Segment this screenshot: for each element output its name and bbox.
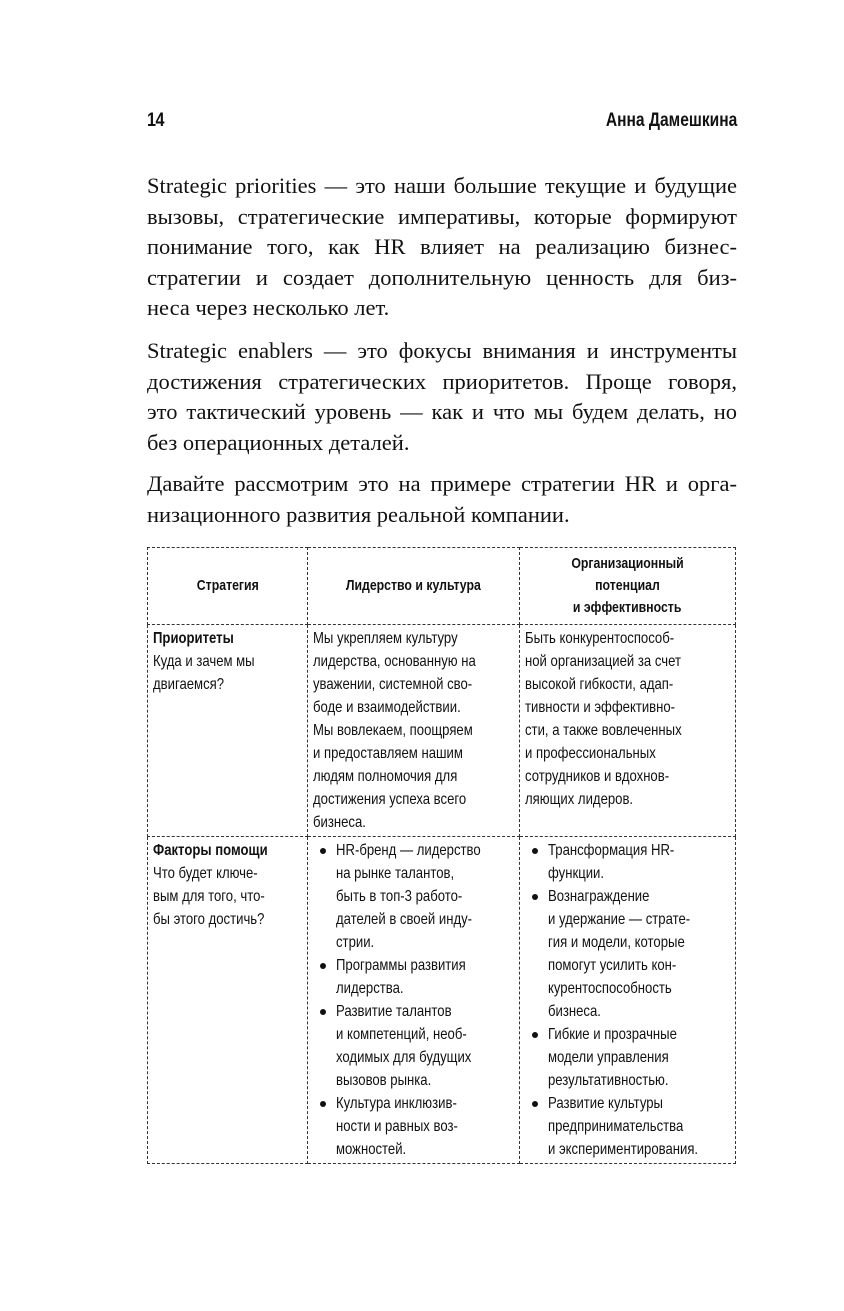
list-item xyxy=(312,1000,515,1092)
cell-text-line: можностей. xyxy=(336,1141,407,1158)
header-cell-org-capability xyxy=(519,548,735,625)
cell-text-line: Вознаграждение xyxy=(547,888,650,905)
cell-text-line: и компетенций, необ- xyxy=(336,1026,468,1043)
bullet-icon xyxy=(320,1101,326,1107)
cell-text-line: стрии. xyxy=(336,934,375,951)
cell-text-line: бизнеса. xyxy=(547,1003,601,1020)
text-line: достижения стратегических приоритетов. Проще говоря, xyxy=(147,368,737,394)
leadership-enablers-cell xyxy=(308,837,520,1164)
header-text: Организационный xyxy=(571,555,684,572)
cell-text-line: Культура инклюзив- xyxy=(336,1095,458,1112)
cell-text-line: HR-бренд — лидерство xyxy=(336,842,481,859)
row-label-cell xyxy=(148,837,308,1164)
page-number: 14 xyxy=(147,110,165,131)
row-label-text: двигаемся? xyxy=(153,676,225,693)
row-label-title: Факторы помощи xyxy=(153,842,268,859)
row-label-text: Что будет ключе- xyxy=(153,865,258,882)
leadership-priorities-cell xyxy=(308,625,520,837)
cell-text-line: Трансформация HR- xyxy=(547,842,675,859)
header-text: потенциал xyxy=(595,577,660,594)
cell-text-line: функции. xyxy=(547,865,604,882)
bullet-list xyxy=(524,839,731,1161)
list-item xyxy=(524,885,731,1023)
cell-text-line: и экспериментирования. xyxy=(547,1141,699,1158)
cell-text-line: быть в топ-3 работо- xyxy=(336,888,463,905)
cell-text-line: ляющих лидеров. xyxy=(524,791,634,808)
list-item xyxy=(312,954,515,1000)
cell-text-line: сотрудников и вдохнов- xyxy=(524,768,670,785)
cell-text-line: Развитие талантов xyxy=(336,1003,452,1020)
row-label-title: Приоритеты xyxy=(153,630,234,647)
row-label-cell xyxy=(148,625,308,837)
text-line: Strategic enablers — это фокусы внимания и инструменты xyxy=(147,338,737,363)
text-line: без операционных деталей. xyxy=(147,429,410,455)
cell-text-line: дателей в своей инду- xyxy=(336,911,473,928)
bullet-icon xyxy=(532,1032,538,1038)
text-line: неса через несколько лет. xyxy=(147,295,390,320)
list-item xyxy=(312,1092,515,1161)
cell-text-line: помогут усилить кон- xyxy=(547,957,677,974)
list-item xyxy=(524,1023,731,1092)
header-text: и эффективность xyxy=(573,599,682,616)
cell-text-line: Гибкие и прозрачные xyxy=(547,1026,677,1043)
text-line: стратегии и создает дополнительную ценность для биз- xyxy=(147,264,737,290)
cell-text-line: Программы развития xyxy=(336,957,467,974)
cell-text-line: результативностью. xyxy=(547,1072,669,1089)
cell-text-line: гия и модели, которые xyxy=(547,934,685,951)
table-row-enablers xyxy=(148,837,736,1164)
text-line: это тактический уровень — как и что мы будем делать, но xyxy=(147,399,737,424)
table-row-priorities xyxy=(148,625,736,837)
text-line: низационного развития реальной компании. xyxy=(147,501,570,527)
list-item xyxy=(524,839,731,885)
text-line: Давайте рассмотрим это на примере стратегии HR и орга- xyxy=(147,471,737,496)
bullet-list xyxy=(312,839,515,1161)
cell-text-line: ности и равных воз- xyxy=(336,1118,459,1135)
cell-text-line: людям полномочия для xyxy=(313,768,458,785)
header-cell-strategy xyxy=(148,548,308,625)
cell-text-line: высокой гибкости, адап- xyxy=(524,676,674,693)
header-text: Лидерство и культура xyxy=(346,577,482,594)
strategy-table xyxy=(147,547,736,1164)
page-header xyxy=(147,110,737,138)
row-label-text: вым для того, что- xyxy=(153,888,265,905)
cell-text-line: и предоставляем нашим xyxy=(313,745,464,762)
list-item xyxy=(312,839,515,954)
paragraph-example-intro xyxy=(147,469,737,530)
text-line: понимание того, как HR влияет на реализацию бизнес- xyxy=(147,234,737,259)
cell-text-line: Мы вовлекаем, поощряем xyxy=(313,722,474,739)
paragraph-strategic-priorities xyxy=(147,171,737,324)
org-enablers-cell xyxy=(519,837,735,1164)
cell-text-line: Мы укрепляем культуру xyxy=(313,630,458,647)
text-line: Strategic priorities — это наши большие текущие и будущие xyxy=(147,173,737,198)
cell-text-line: Быть конкурентоспособ- xyxy=(524,630,675,647)
cell-text-line: лидерства, основанную на xyxy=(313,653,477,670)
bullet-icon xyxy=(532,1101,538,1107)
text-line: вызовы, стратегические императивы, которые формируют xyxy=(147,203,737,229)
cell-text-line: предпринимательства xyxy=(547,1118,684,1135)
table-header-row xyxy=(148,548,736,625)
cell-text-line: Развитие культуры xyxy=(547,1095,663,1112)
cell-text-line: на рынке талантов, xyxy=(336,865,455,882)
list-item xyxy=(524,1092,731,1161)
bullet-icon xyxy=(320,963,326,969)
cell-text-line: ходимых для будущих xyxy=(336,1049,472,1066)
cell-text-line: боде и взаимодействии. xyxy=(313,699,462,716)
org-priorities-cell xyxy=(519,625,735,837)
cell-text-line: достижения успеха всего xyxy=(313,791,467,808)
cell-text-line: уважении, системной сво- xyxy=(313,676,473,693)
bullet-icon xyxy=(320,848,326,854)
cell-text-line: тивности и эффективно- xyxy=(524,699,676,716)
bullet-icon xyxy=(532,894,538,900)
cell-text-line: и профессиональных xyxy=(524,745,656,762)
cell-text-line: лидерства. xyxy=(336,980,404,997)
cell-text-line: бизнеса. xyxy=(313,814,367,831)
cell-text-line: сти, а также вовлеченных xyxy=(524,722,682,739)
cell-text-line: и удержание — страте- xyxy=(547,911,691,928)
running-head-author: Анна Дамешкина xyxy=(605,110,737,131)
row-label-text: бы этого достичь? xyxy=(153,911,265,928)
cell-text-line: ной организацией за счет xyxy=(524,653,681,670)
paragraph-strategic-enablers xyxy=(147,336,737,458)
header-cell-leadership-culture xyxy=(308,548,520,625)
cell-text-line: модели управления xyxy=(547,1049,669,1066)
header-text: Стратегия xyxy=(196,577,259,594)
bullet-icon xyxy=(532,848,538,854)
cell-text-line: курентоспособность xyxy=(547,980,672,997)
cell-text-line: вызовов рынка. xyxy=(336,1072,432,1089)
bullet-icon xyxy=(320,1009,326,1015)
row-label-text: Куда и зачем мы xyxy=(153,653,255,670)
